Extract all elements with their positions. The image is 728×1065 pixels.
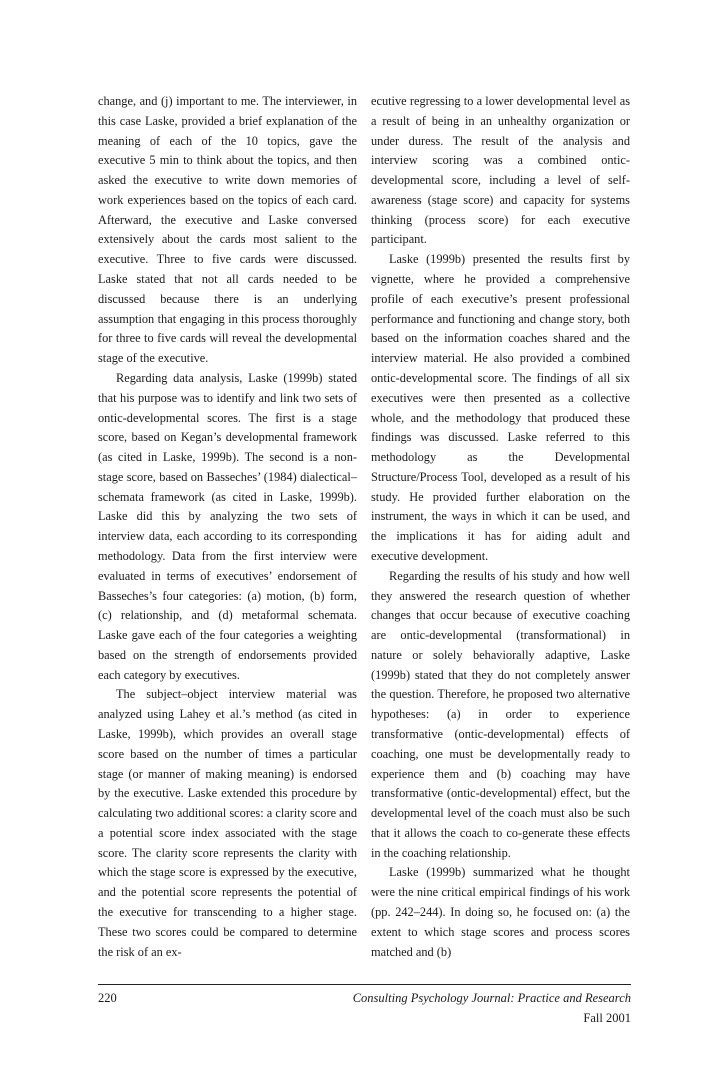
paragraph: change, and (j) important to me. The interviewer, in this case Laske, provided a brief explanation of the meaning of each of the 10 topics, gave the executive 5 min to think about the topics, and then asked the executive to write down memories of work experiences based on the topics of each card. Afterward, the executive and Laske conversed extensively about the cards most salient to the executive. Three to five cards were discussed. Laske stated that not all cards needed to be discussed because there is an underlying assumption that engaging in this process thoroughly for three to five cards will reveal the developmental stage of the executive.: [98, 94, 357, 366]
paragraph: Regarding the results of his study and how well they answered the research question of whether changes that occur because of executive coaching are ontic-developmental (transformational) in nature or solely behaviorally adaptive, Laske (1999b) stated that they do not completely answer the question. Therefore, he proposed two alternative hypotheses: (a) in order to experience transformative (ontic-developmental) effects of coaching, one must be developmentally ready to experience them and (b) coaching may have transformative (ontic-developmental) effect, but the developmental level of the coach must also be such that it allows the coach to co-generate these effects in the coaching relationship.: [371, 568, 630, 860]
left-column: [98, 92, 357, 962]
page-number: 220: [98, 991, 117, 1005]
paragraph: Laske (1999b) summarized what he thought were the nine critical empirical findings of his work (pp. 242–244). In doing so, he focused on: (a) the extent to which stage scores and process scores matched and (b): [371, 865, 630, 959]
right-column: [371, 92, 630, 962]
paragraph: Laske (1999b) presented the results first by vignette, where he provided a comprehensive profile of each executive’s present professional performance and functioning and change story, both based on the information coaches shared and the interview material. He also provided a combined ontic-developmental score. The findings of all six executives were then presented as a collective whole, and the methodology that produced these findings was discussed. Laske referred to this methodology as the Developmental Structure/Process Tool, developed as a result of his study. He provided further elaboration on the instrument, the ways in which it can be used, and the implications it has for aiding adult and executive development.: [371, 252, 630, 563]
paragraph: ecutive regressing to a lower developmental level as a result of being in an unhealthy organization or under duress. The result of the analysis and interview scoring was a combined ontic-developmental score, including a level of self-awareness (stage score) and capacity for systems thinking (process score) for each executive participant.: [371, 94, 630, 247]
journal-title: Consulting Psychology Journal: Practice and Research: [352, 991, 631, 1005]
footer-rule: [98, 984, 631, 985]
paragraph: The subject–object interview material was analyzed using Lahey et al.’s method (as cited in Laske, 1999b), which provides an overall stage score based on the number of times a particular stage (or manner of making meaning) is endorsed by the executive. Laske extended this procedure by calculating two additional scores: a clarity score and a potential score index associated with the stage score. The clarity score represents the clarity with which the stage score is expressed by the executive, and the potential score represents the potential of the executive for transcending to a higher stage. These two scores could be compared to determine the risk of an ex-: [98, 687, 357, 959]
issue-date: Fall 2001: [583, 1011, 631, 1025]
paragraph: Regarding data analysis, Laske (1999b) stated that his purpose was to identify and link two sets of ontic-developmental scores. The first is a stage score, based on Kegan’s developmental framework (as cited in Laske, 1999b). The second is a non-stage score, based on Basseches’ (1984) dialectical–schemata framework (as cited in Laske, 1999b). Laske did this by analyzing the two sets of interview data, each according to its corresponding methodology. Data from the first interview were evaluated in terms of executives’ endorsement of Basseches’s four categories: (a) motion, (b) form, (c) relationship, and (d) metaformal schemata. Laske gave each of the four categories a weighting based on the strength of endorsements provided each category by executives.: [98, 370, 357, 682]
